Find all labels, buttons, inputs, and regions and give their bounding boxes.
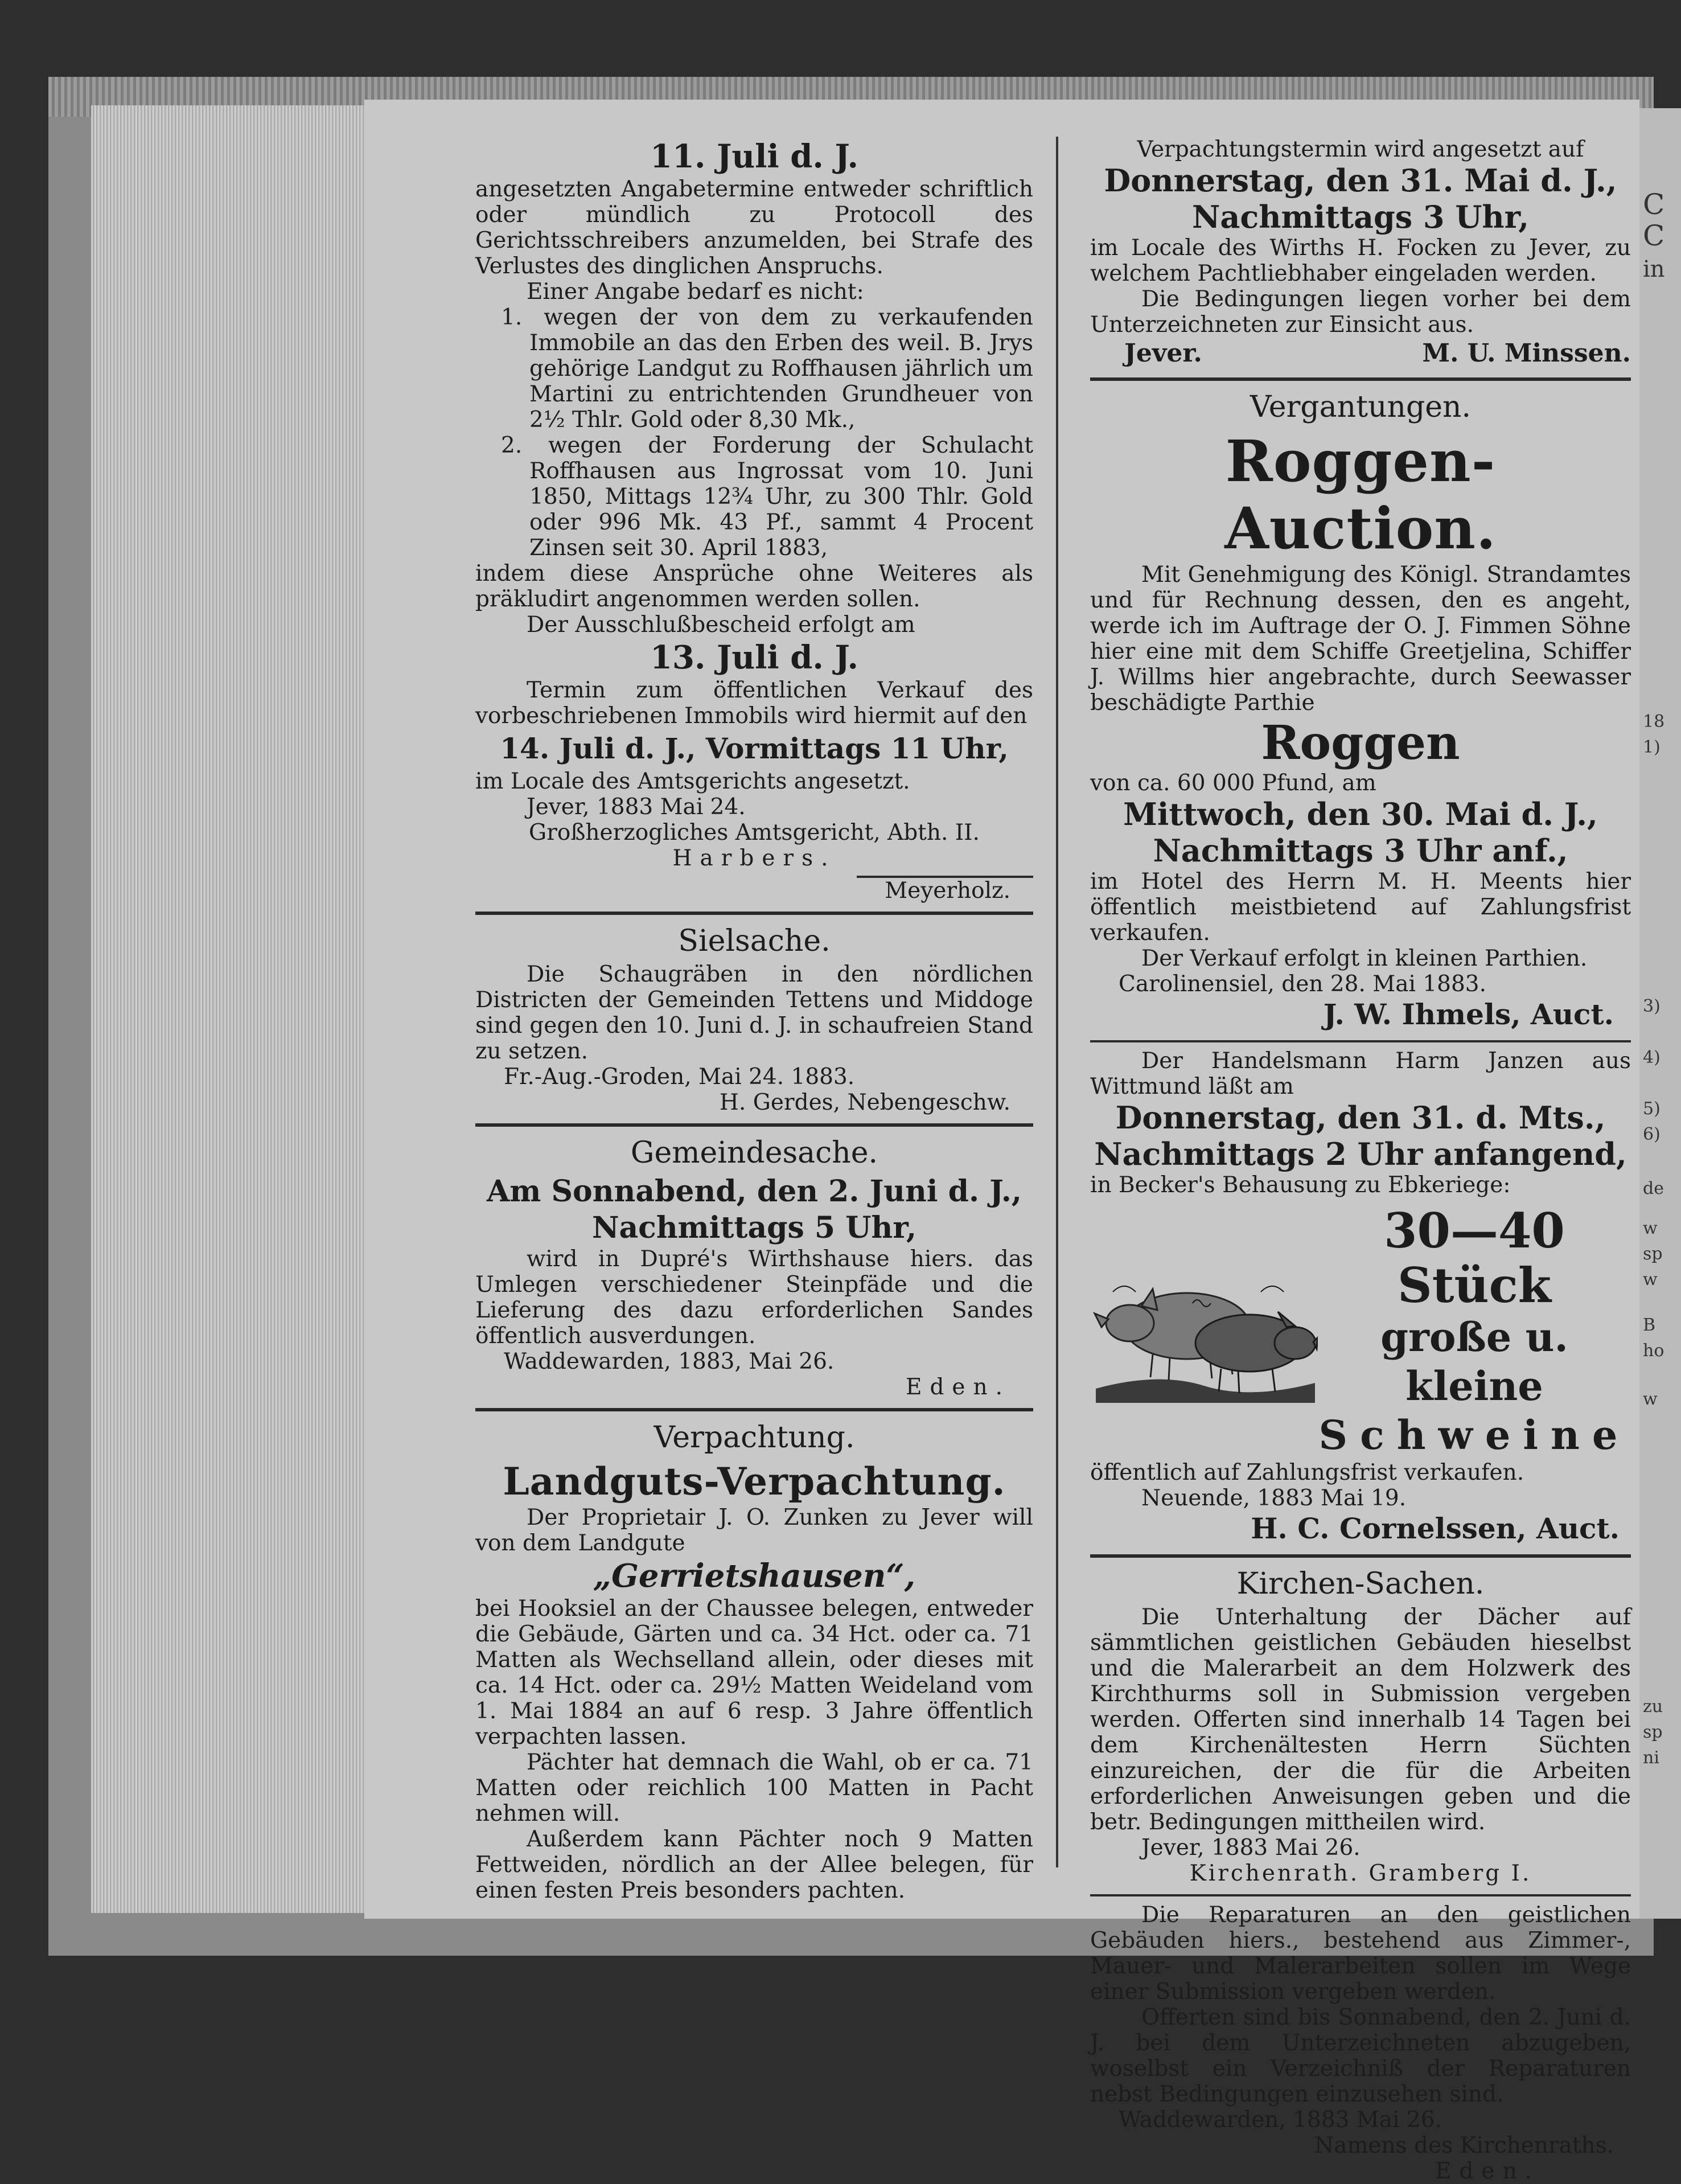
notice-paragraph: von ca. 60 000 Pfund, am [1090, 770, 1376, 796]
next-page-edge [1639, 108, 1681, 1919]
notice-paragraph: Der Proprietair J. O. Zunken zu Jever will von dem Landgute [475, 1505, 1033, 1556]
next-page-fragment: ho [1643, 1341, 1664, 1361]
section-heading: Vergantungen. [1250, 390, 1472, 424]
notice-sielsache [475, 921, 1033, 1115]
notice-paragraph: Pächter hat demnach die Wahl, ob er ca. 71 Matten oder reichlich 100 Matten in Pacht nehmen will. [475, 1750, 1033, 1826]
notice-paragraph: Verpachtungstermin wird angesetzt auf [1137, 137, 1584, 162]
column-divider [1056, 137, 1058, 1867]
notice-issuer: Großherzogliches Amtsgericht, Abth. II. [529, 820, 980, 845]
next-page-fragment: sp [1643, 1722, 1663, 1742]
notice-date-heading: Donnerstag, den 31. d. Mts., [1115, 1099, 1606, 1136]
notice-place-date: Waddewarden, 1883 Mai 26. [1119, 2107, 1442, 2133]
notice-place-date: Jever, 1883 Mai 24. [527, 794, 746, 820]
notice-signature: Kirchenrath. Gramberg I. [1189, 1861, 1532, 1886]
notice-court-auction [475, 137, 1033, 904]
section-heading: Sielsache. [678, 924, 831, 958]
section-divider [475, 912, 1033, 915]
notice-signature-row [1090, 338, 1631, 370]
advert-line: große u. kleine [1380, 1313, 1568, 1410]
pigs-illustration-icon [1090, 1258, 1318, 1406]
next-page-fragment: in [1643, 256, 1665, 282]
section-divider [1090, 377, 1631, 381]
next-page-fragment: 3) [1643, 996, 1661, 1016]
next-page-fragment: C [1643, 219, 1665, 252]
notice-paragraph: wird in Dupré's Wirthshause hiers. das Umlegen verschiedener Steinpfäde und die Lieferung des dazu erforderlichen Sandes öffentlich ausverdungen. [475, 1246, 1033, 1349]
section-divider [1090, 1554, 1631, 1558]
notice-place-date: Carolinensiel, den 28. Mai 1883. [1119, 971, 1486, 997]
notice-title: Landguts-Verpachtung. [503, 1459, 1006, 1504]
pig-advert-text [1318, 1204, 1631, 1460]
right-column [1090, 137, 1631, 2184]
next-page-fragment: sp [1643, 1244, 1663, 1264]
notice-reparaturen [1090, 1902, 1631, 2184]
notice-signature: J. W. Ihmels, Auct. [1323, 997, 1614, 1031]
notice-roggen-auction [1090, 387, 1631, 1032]
notice-place-date: Neuende, 1883 Mai 19. [1141, 1485, 1407, 1511]
notice-paragraph: Die Unterhaltung der Dächer auf sämmtlichen geistlichen Gebäuden hieselbst und die Malerarbeit an dem Holzwerk des Kirchthurms soll in Submission vergeben werden. Offerten sind innerhalb 14 Tagen bei dem Kirchenältesten Herrn Süchten einzureichen, der die für die Arbeiten erforderlichen Anweisungen geben und die betr. Bedingungen mittheilen wird. [1090, 1604, 1631, 1835]
next-page-fragment: 4) [1643, 1048, 1661, 1068]
notice-signature: M. U. Minssen. [1422, 339, 1631, 368]
next-page-fragment: w [1643, 1218, 1658, 1238]
notice-place-date: Fr.-Aug.-Groden, Mai 24. 1883. [504, 1064, 855, 1090]
section-heading: Kirchen-Sachen. [1236, 1567, 1485, 1601]
notice-paragraph: Mit Genehmigung des Königl. Strandamtes und für Rechnung dessen, den es angeht, werde ich im Auftrage der O. J. Fimmen Söhne hier eine mit dem Schiffe Greetjelina, Schiffer J. Willms hier angebrachte, durch Seewasser beschädigte Parthie [1090, 562, 1631, 716]
notice-date-heading: Am Sonnabend, den 2. Juni d. J., [487, 1174, 1022, 1209]
next-page-fragment: 1) [1643, 737, 1661, 757]
notice-paragraph: indem diese Ansprüche ohne Weiteres als präkludirt angenommen werden sollen. [475, 561, 1033, 612]
notice-paragraph: Die Schaugräben in den nördlichen Districten der Gemeinden Tettens und Middoge sind gegen den 10. Juni d. J. in schaufreien Stand zu setzen. [475, 962, 1033, 1064]
notice-paragraph: Der Ausschlußbescheid erfolgt am [527, 612, 915, 638]
notice-verpachtung [475, 1417, 1033, 1903]
notice-paragraph: Die Bedingungen liegen vorher bei dem Unterzeichneten zur Einsicht aus. [1090, 286, 1631, 338]
section-heading: Verpachtung. [654, 1421, 855, 1455]
estate-name: „Gerrietshausen“, [593, 1557, 916, 1595]
notice-signature: Harbers. [672, 845, 836, 871]
next-page-fragment: de [1643, 1179, 1664, 1198]
notice-list-item: 1. wegen der von dem zu verkaufenden Immobile an das den Erben des weil. B. Jrys gehörige Landgut zu Roffhausen jährlich um Martini zu entrichtenden Grundheuer von 2½ Thlr. Gold oder 8,30 Mk., [501, 305, 1033, 433]
notice-date-heading: Nachmittags 3 Uhr anf., [1153, 832, 1568, 869]
notice-title: Roggen-Auction. [1224, 428, 1497, 562]
section-divider [1090, 1040, 1631, 1042]
next-page-fragment: w [1643, 1389, 1658, 1409]
notice-signature: Eden. [1435, 2158, 1540, 2184]
notice-paragraph: im Hotel des Herrn M. H. Meents hier öffentlich meistbietend auf Zahlungsfrist verkaufen. [1090, 869, 1631, 946]
next-page-fragment: 6) [1643, 1124, 1661, 1144]
notice-signature: H. Gerdes, Nebengeschw. [719, 1090, 1010, 1115]
advert-quantity: 30—40 Stück [1384, 1202, 1565, 1313]
notice-paragraph: Termin zum öffentlichen Verkauf des vorbeschriebenen Immobils wird hiermit auf den [475, 678, 1033, 729]
section-heading: Gemeindesache. [630, 1136, 878, 1170]
next-page-fragment: zu [1643, 1697, 1663, 1717]
notice-date-heading: 13. Juli d. J. [650, 639, 858, 676]
notice-date-heading: Nachmittags 3 Uhr, [1191, 199, 1530, 235]
notice-paragraph: Außerdem kann Pächter noch 9 Matten Fettweiden, nördlich an der Allee belegen, für einen festen Preis besonders pachten. [475, 1826, 1033, 1903]
notice-paragraph: Einer Angabe bedarf es nicht: [527, 279, 864, 305]
next-page-fragment: w [1643, 1270, 1658, 1290]
notice-date-heading: 14. Juli d. J., Vormittags 11 Uhr, [500, 732, 1009, 765]
pig-advert [1090, 1204, 1631, 1460]
notice-paragraph: öffentlich auf Zahlungsfrist verkaufen. [1090, 1460, 1524, 1485]
section-divider [475, 1123, 1033, 1127]
notice-paragraph: Die Reparaturen an den geistlichen Gebäuden hiers., bestehend aus Zimmer-, Mauer- und Malerarbeiten sollen im Wege einer Submission vergeben werden. [1090, 1902, 1631, 2005]
notice-paragraph: im Locale des Wirths H. Focken zu Jever, zu welchem Pachtliebhaber eingeladen werden. [1090, 235, 1631, 286]
notice-paragraph: angesetzten Angabetermine entweder schriftlich oder mündlich zu Protocoll des Gerichtsschreibers anzumelden, bei Strafe des Verlustes des dinglichen Anspruchs. [475, 176, 1033, 279]
notice-kirchen-sachen [1090, 1563, 1631, 1886]
notice-signature: H. C. Cornelssen, Auct. [1251, 1512, 1620, 1545]
notice-paragraph: im Locale des Amtsgerichts angesetzt. [475, 769, 910, 794]
section-divider [475, 1408, 1033, 1411]
notice-gemeindesache [475, 1132, 1033, 1400]
notice-paragraph: in Becker's Behausung zu Ebkeriege: [1090, 1172, 1511, 1198]
notice-paragraph: Der Verkauf erfolgt in kleinen Parthien. [1141, 946, 1588, 971]
notice-date-heading: Nachmittags 5 Uhr, [591, 1210, 917, 1245]
notice-place: Jever. [1124, 339, 1202, 368]
left-column [475, 137, 1033, 1903]
next-page-fragment: B [1643, 1315, 1656, 1335]
notice-title: Roggen [1261, 716, 1460, 770]
notice-date-heading: Nachmittags 2 Uhr anfangend, [1094, 1136, 1627, 1172]
notice-place-date: Jever, 1883 Mai 26. [1141, 1835, 1361, 1861]
section-divider [1090, 1894, 1631, 1896]
notice-place-date: Waddewarden, 1883, Mai 26. [504, 1349, 835, 1374]
notice-signature: Eden. [905, 1374, 1010, 1400]
next-page-fragment: 5) [1643, 1099, 1661, 1119]
notice-schweine-auction [1090, 1048, 1631, 1546]
next-page-fragment: C [1643, 188, 1665, 221]
notice-issuer: Namens des Kirchenraths. [1314, 2133, 1614, 2158]
notice-paragraph: Der Handelsmann Harm Janzen aus Wittmund läßt am [1090, 1048, 1631, 1099]
next-page-fragment: 18 [1643, 712, 1665, 732]
notice-verpachtungstermin [1090, 137, 1631, 370]
page-stack-edge [91, 105, 364, 1913]
notice-paragraph: Offerten sind bis Sonnabend, den 2. Juni d. J. bei dem Unterzeichneten abzugeben, woselbst ein Verzeichniß der Reparaturen nebst Bedingungen einzusehen sind. [1090, 2005, 1631, 2107]
notice-paragraph: bei Hooksiel an der Chaussee belegen, entweder die Gebäude, Gärten und ca. 34 Hct. oder ca. 71 Matten als Wechselland allein, oder dieses mit ca. 14 Hct. oder ca. 29½ Matten Weideland vom 1. Mai 1884 an auf 6 resp. 3 Jahre öffentlich verpachten lassen. [475, 1596, 1033, 1750]
notice-clerk: Meyerholz. [885, 878, 1010, 904]
next-page-fragment: ni [1643, 1748, 1659, 1768]
notice-date-heading: 11. Juli d. J. [650, 138, 858, 175]
notice-list-item: 2. wegen der Forderung der Schulacht Roffhausen aus Ingrossat vom 10. Juni 1850, Mittags 12¾ Uhr, zu 300 Thlr. Gold oder 996 Mk. 43 Pf., sammt 4 Procent Zinsen seit 30. April 1883, [501, 433, 1033, 561]
notice-date-heading: Donnerstag, den 31. Mai d. J., [1104, 162, 1617, 199]
advert-line: Schweine [1318, 1411, 1630, 1459]
notice-date-heading: Mittwoch, den 30. Mai d. J., [1123, 796, 1598, 832]
